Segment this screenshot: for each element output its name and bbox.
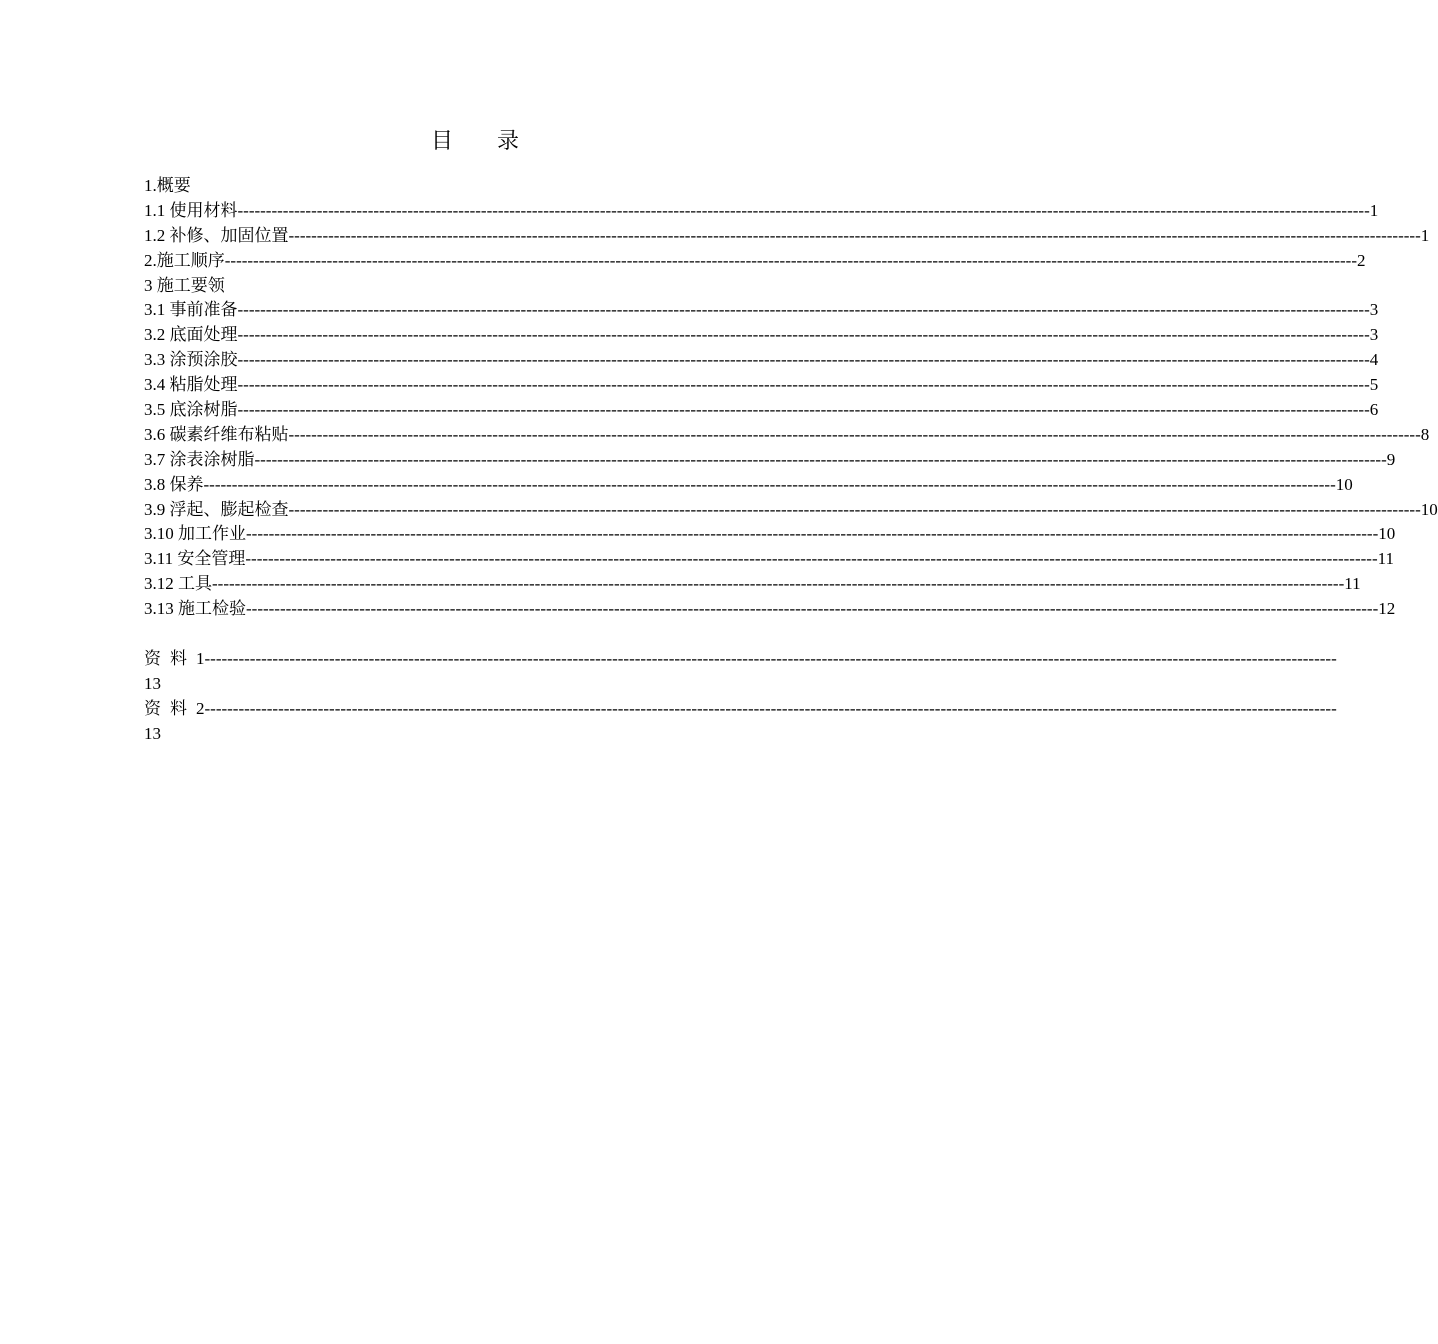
toc-entry-title: 3 施工要领: [144, 275, 225, 295]
toc-dot-leader: --------------------------------------------------------------------------------------------------------------------------------------------------------------------------------------------------------: [288, 499, 1421, 519]
toc-entry[interactable]: [144, 373, 1379, 398]
toc-page-number: 12: [1378, 599, 1396, 619]
toc-entry[interactable]: [144, 348, 1379, 373]
toc-dot-leader: --------------------------------------------------------------------------------------------------------------------------------------------------------------------------------------------------------: [288, 225, 1421, 245]
table-of-contents: [144, 174, 1438, 747]
toc-dot-leader: --------------------------------------------------------------------------------------------------------------------------------------------------------------------------------------------------------: [246, 599, 1379, 619]
appendix-label: 资料: [144, 649, 196, 669]
toc-entry-title: 3.11 安全管理: [144, 549, 246, 569]
toc-entry-title: 3.8 保养: [144, 474, 204, 494]
toc-dot-leader: --------------------------------------------------------------------------------------------------------------------------------------------------------------------------------------------------------: [237, 400, 1370, 420]
appendix-line: [144, 697, 1337, 722]
toc-entry-title: 1.概要: [144, 176, 191, 195]
appendix-label: 资料: [144, 698, 196, 718]
toc-entry-title: 3.2 底面处理: [144, 325, 238, 345]
toc-dot-leader: --------------------------------------------------------------------------------------------------------------------------------------------------------------------------------------------------------: [237, 350, 1370, 370]
appendix-number: 2: [196, 698, 205, 718]
toc-page-number: 2: [1356, 250, 1366, 270]
appendix-number: 1: [196, 649, 205, 669]
toc-entry[interactable]: [144, 547, 1394, 572]
toc-entry-title: 3.1 事前准备: [144, 300, 238, 320]
toc-entry[interactable]: [144, 199, 1379, 224]
toc-page-number: 4: [1369, 350, 1379, 370]
toc-dot-leader: --------------------------------------------------------------------------------------------------------------------------------------------------------------------------------------------------------: [204, 698, 1337, 718]
toc-entry-title: 3.12 工具: [144, 574, 212, 594]
toc-page-number: 1: [1420, 225, 1430, 245]
toc-entry-title: 1.1 使用材料: [144, 200, 238, 220]
toc-dot-leader: --------------------------------------------------------------------------------------------------------------------------------------------------------------------------------------------------------: [237, 300, 1370, 320]
toc-dot-leader: --------------------------------------------------------------------------------------------------------------------------------------------------------------------------------------------------------: [224, 250, 1357, 270]
toc-entry-title: 3.7 涂表涂树脂: [144, 449, 255, 469]
toc-page-number: 5: [1369, 375, 1379, 395]
toc-dot-leader: --------------------------------------------------------------------------------------------------------------------------------------------------------------------------------------------------------: [237, 375, 1370, 395]
toc-entry-title: 3.3 涂预涂胶: [144, 350, 238, 370]
toc-entry-title: 3.5 底涂树脂: [144, 400, 238, 420]
toc-entry[interactable]: [144, 597, 1396, 622]
toc-entry-title: 3.13 施工检验: [144, 599, 246, 619]
toc-dot-leader: --------------------------------------------------------------------------------------------------------------------------------------------------------------------------------------------------------: [204, 649, 1337, 669]
toc-entry[interactable]: [144, 498, 1438, 523]
toc-page-number: 11: [1344, 574, 1361, 594]
toc-page-number: 3: [1369, 300, 1379, 320]
toc-appendix-entry[interactable]: [144, 697, 1337, 747]
toc-dot-leader: --------------------------------------------------------------------------------------------------------------------------------------------------------------------------------------------------------: [288, 424, 1421, 444]
toc-entry[interactable]: [144, 473, 1353, 498]
toc-entry[interactable]: [144, 323, 1379, 348]
toc-dot-leader: --------------------------------------------------------------------------------------------------------------------------------------------------------------------------------------------------------: [254, 449, 1387, 469]
toc-dot-leader: --------------------------------------------------------------------------------------------------------------------------------------------------------------------------------------------------------: [237, 200, 1370, 220]
toc-page-number: 1: [1369, 200, 1379, 220]
toc-section-heading[interactable]: [144, 274, 808, 299]
toc-entry[interactable]: [144, 298, 1379, 323]
toc-page-number: 13: [144, 723, 161, 743]
toc-entry-title: 2.施工顺序: [144, 250, 225, 270]
toc-page-number: 8: [1420, 424, 1430, 444]
toc-dot-leader: --------------------------------------------------------------------------------------------------------------------------------------------------------------------------------------------------------: [212, 574, 1345, 594]
toc-page-number: 10: [1378, 524, 1396, 544]
toc-title: 目 录: [430, 128, 519, 153]
toc-page-number: 10: [1335, 474, 1353, 494]
toc-appendix-entry[interactable]: [144, 647, 1337, 697]
toc-entry[interactable]: [144, 423, 1430, 448]
toc-entry[interactable]: [144, 224, 1430, 249]
toc-entry-title: 3.6 碳素纤维布粘贴: [144, 424, 289, 444]
toc-entry-title: 3.4 粘脂处理: [144, 375, 238, 395]
toc-entry-title: 1.2 补修、加固位置: [144, 225, 289, 245]
toc-dot-leader: --------------------------------------------------------------------------------------------------------------------------------------------------------------------------------------------------------: [237, 325, 1370, 345]
appendix-line: [144, 647, 1337, 672]
toc-entry[interactable]: [144, 398, 1379, 423]
toc-section-heading[interactable]: [144, 174, 808, 199]
toc-entry-title: 3.10 加工作业: [144, 524, 246, 544]
toc-spacer: [144, 622, 808, 647]
toc-page-number: 13: [144, 673, 161, 693]
toc-dot-leader: --------------------------------------------------------------------------------------------------------------------------------------------------------------------------------------------------------: [246, 524, 1379, 544]
toc-entry[interactable]: [144, 572, 1361, 597]
toc-page-number: 6: [1369, 400, 1379, 420]
toc-entry-title: 3.9 浮起、膨起检查: [144, 499, 289, 519]
toc-entry[interactable]: [144, 522, 1396, 547]
toc-page-number: 9: [1386, 449, 1396, 469]
toc-dot-leader: --------------------------------------------------------------------------------------------------------------------------------------------------------------------------------------------------------: [245, 549, 1378, 569]
toc-entry[interactable]: [144, 249, 1366, 274]
toc-page-number: 10: [1420, 499, 1438, 519]
toc-page-number: 3: [1369, 325, 1379, 345]
toc-dot-leader: --------------------------------------------------------------------------------------------------------------------------------------------------------------------------------------------------------: [203, 474, 1336, 494]
toc-entry[interactable]: [144, 448, 1396, 473]
toc-page-number: 11: [1377, 549, 1394, 569]
